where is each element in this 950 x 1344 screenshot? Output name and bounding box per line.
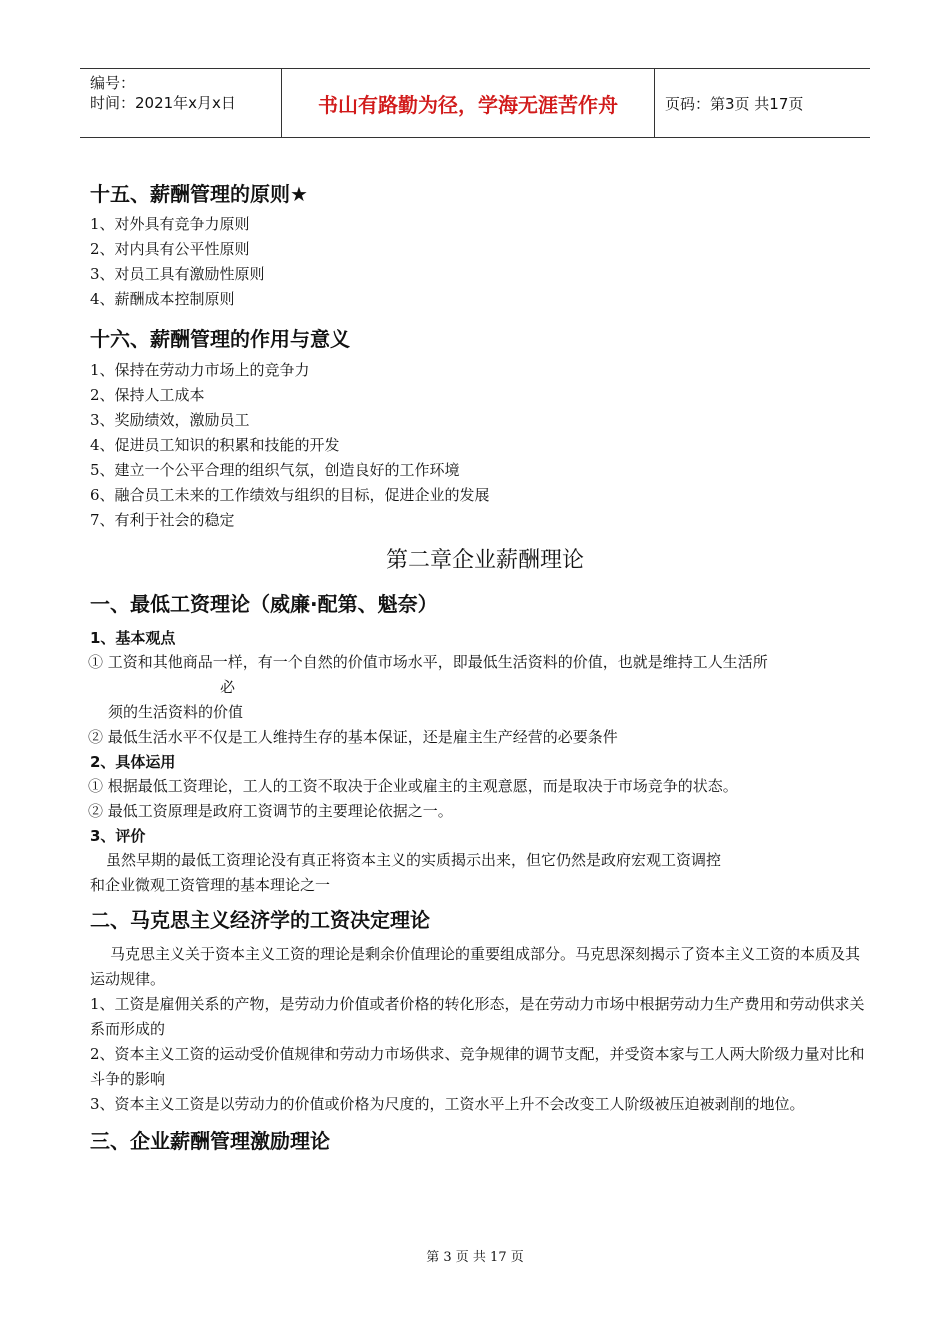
chapter-title: 第二章企业薪酬理论 [385, 548, 584, 573]
header-page-label: 页码：第3页 共17页 [665, 94, 804, 113]
header-motto: 书山有路勤为径，学海无涯苦作舟 [282, 69, 655, 137]
header-meta [80, 69, 282, 137]
list-item: 7、有利于社会的稳定 [90, 511, 235, 529]
list-item: 1、保持在劳动力市场上的竞争力 [90, 361, 310, 379]
theory-1-evaluation-line-1: 虽然早期的最低工资理论没有真正将资本主义的实质揭示出来，但它仍然是政府宏观工资调控 [106, 851, 722, 869]
section-15-title: 十五、薪酬管理的原则★ [90, 182, 308, 206]
section-16-title: 十六、薪酬管理的作用与意义 [90, 327, 350, 351]
theory-1-point-3: ① 根据最低工资理论，工人的工资不取决于企业或雇主的主观意愿，而是取决于市场竞争的状态。 [88, 777, 738, 795]
theory-3-title: 三、企业薪酬管理激励理论 [90, 1129, 330, 1153]
section-15-list [90, 212, 870, 312]
document-date-label: 时间：2021年x月x日 [90, 94, 236, 112]
page-footer: 第 3 页 共 17 页 [426, 1250, 524, 1265]
list-item: 4、促进员工知识的积累和技能的开发 [90, 436, 340, 454]
list-item: 6、融合员工未来的工作绩效与组织的目标，促进企业的发展 [90, 486, 490, 504]
document-number-label: 编号： [90, 74, 136, 92]
list-item: 3、奖励绩效，激励员工 [90, 411, 250, 429]
list-item: 2、对内具有公平性原则 [90, 240, 250, 258]
theory-2-intro: 马克思主义关于资本主义工资的理论是剩余价值理论的重要组成部分。马克思深刻揭示了资本主义工资的本质及其运动规律。 [90, 945, 861, 988]
theory-2-title: 二、马克思主义经济学的工资决定理论 [90, 908, 430, 932]
theory-1-subheading-application: 2、具体运用 [90, 753, 176, 771]
section-16-list [90, 358, 870, 533]
theory-2-point-3: 3、资本主义工资是以劳动力的价值或价格为尺度的，工资水平上升不会改变工人阶级被压迫被剥削的地位。 [90, 1095, 805, 1113]
theory-1-subheading-basic: 1、基本观点 [90, 629, 176, 647]
theory-2-point-2: 2、资本主义工资的运动受价值规律和劳动力市场供求、竞争规律的调节支配，并受资本家与工人两大阶级力量对比和斗争的影响 [90, 1045, 865, 1088]
list-item: 1、对外具有竞争力原则 [90, 215, 250, 233]
theory-1-point-1: ① 工资和其他商品一样，有一个自然的价值市场水平，即最低生活资料的价值，也就是维持工人生活所 [88, 653, 768, 671]
theory-1-evaluation-line-2: 和企业微观工资管理的基本理论之一 [90, 876, 331, 894]
theory-1-title: 一、最低工资理论（威廉·配第、魁奈） [90, 592, 438, 616]
theory-1-point-2: ② 最低生活水平不仅是工人维持生存的基本保证，还是雇主生产经营的必要条件 [88, 728, 618, 746]
list-item: 2、保持人工成本 [90, 386, 205, 404]
theory-1-point-4: ② 最低工资原理是政府工资调节的主要理论依据之一。 [88, 802, 453, 820]
list-item: 3、对员工具有激励性原则 [90, 265, 265, 283]
list-item: 5、建立一个公平合理的组织气氛，创造良好的工作环境 [90, 461, 460, 479]
theory-1-point-1-wrap: 必 [220, 678, 236, 696]
theory-2-point-1: 1、工资是雇佣关系的产物，是劳动力价值或者价格的转化形态，是在劳动力市场中根据劳动力生产费用和劳动供求关系而形成的 [90, 995, 865, 1038]
theory-1-subheading-evaluation: 3、评价 [90, 827, 146, 845]
document-body [90, 176, 870, 1155]
list-item: 4、薪酬成本控制原则 [90, 290, 235, 308]
theory-1-point-1-cont: 须的生活资料的价值 [108, 703, 244, 721]
document-header [80, 68, 870, 138]
